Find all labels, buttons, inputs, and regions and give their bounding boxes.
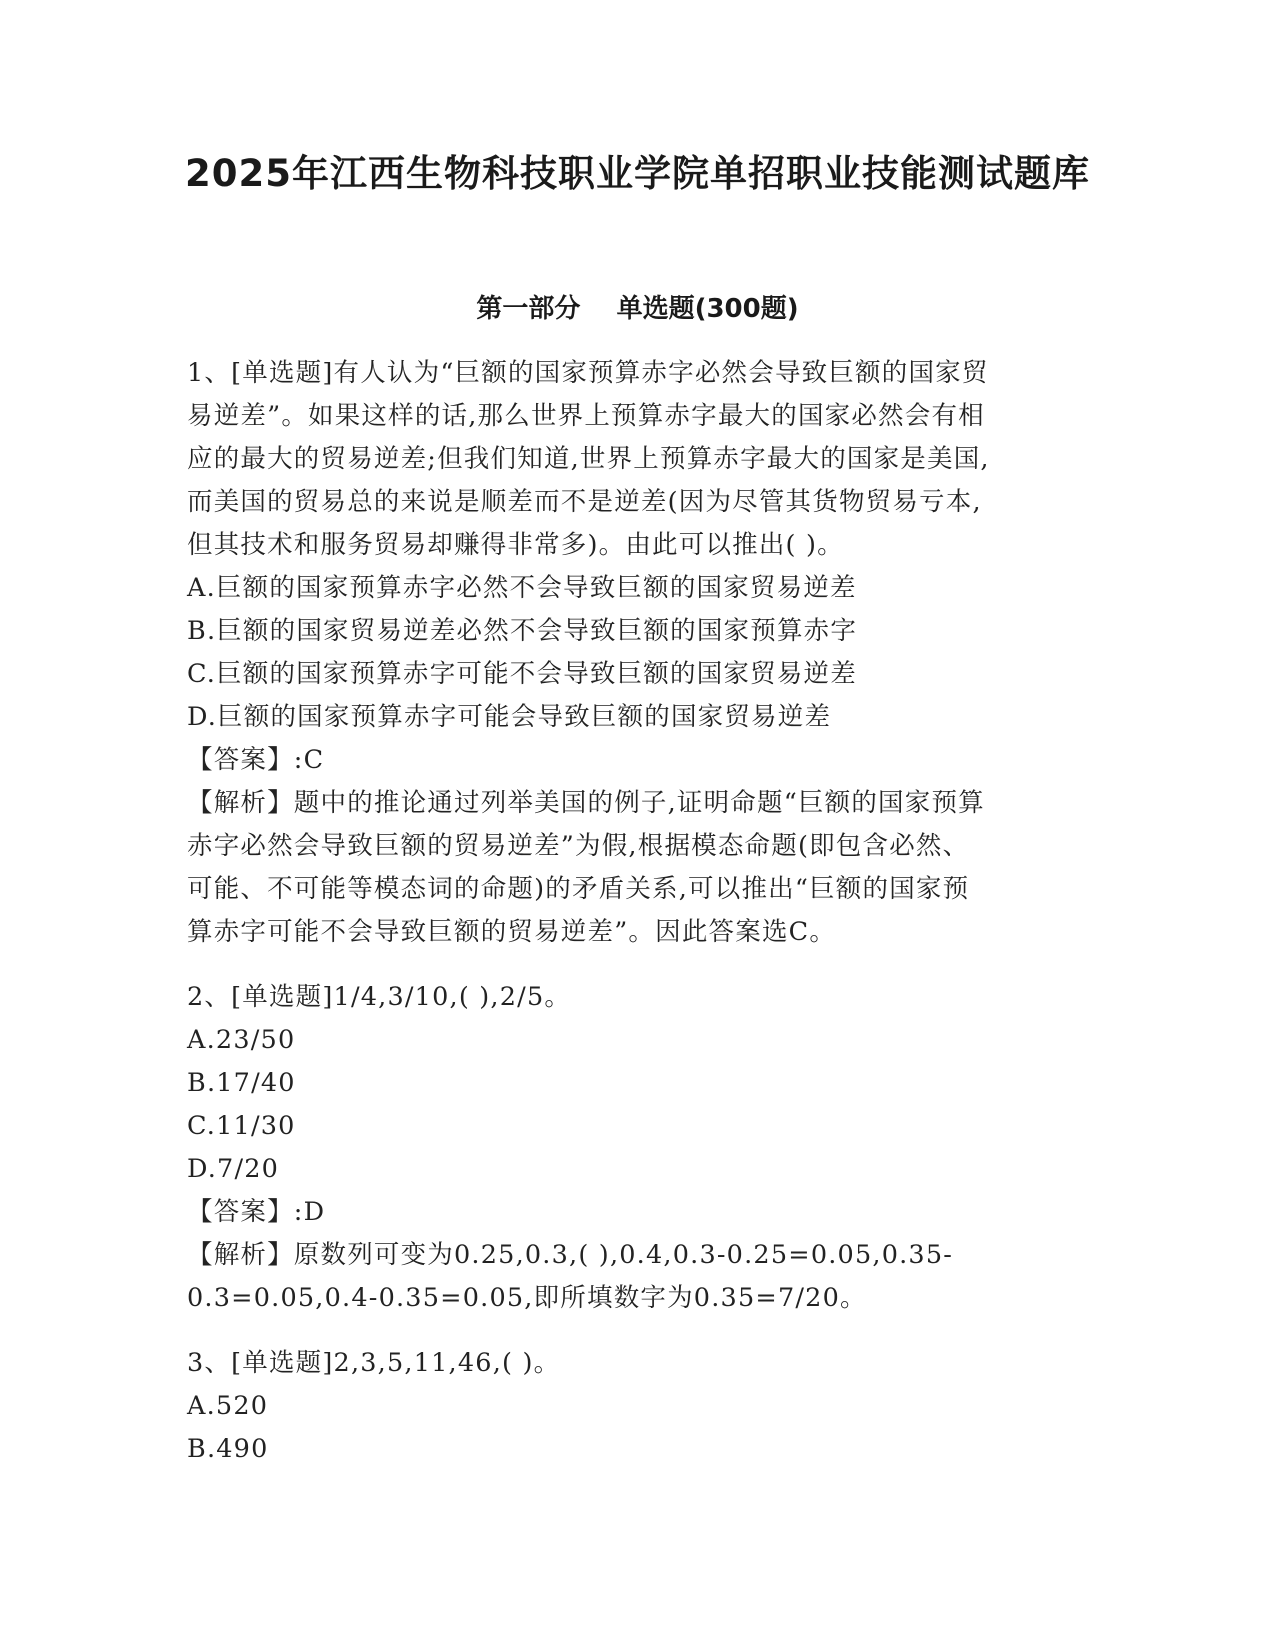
- option-d: D.巨额的国家预算赤字可能会导致巨额的国家贸易逆差: [187, 702, 832, 732]
- analysis-line: 算赤字可能不会导致巨额的贸易逆差”。因此答案选C。: [187, 917, 837, 947]
- analysis-line: 可能、不可能等模态词的命题)的矛盾关系,可以推出“巨额的国家预: [187, 874, 970, 904]
- analysis-line: 【解析】原数列可变为0.25,0.3,( ),0.4,0.3-0.25=0.05,0.35-: [187, 1240, 954, 1270]
- answer-line: 【答案】:D: [187, 1197, 326, 1227]
- question-1: [187, 352, 1077, 954]
- question-stem-line: 1、[单选题]有人认为“巨额的国家预算赤字必然会导致巨额的国家贸: [187, 358, 989, 388]
- question-stem-line: 2、[单选题]1/4,3/10,( ),2/5。: [187, 982, 572, 1012]
- option-a: A.520: [187, 1391, 269, 1421]
- analysis-line: 【解析】题中的推论通过列举美国的例子,证明命题“巨额的国家预算: [187, 788, 985, 818]
- option-c: C.11/30: [187, 1111, 296, 1141]
- option-b: B.17/40: [187, 1068, 296, 1098]
- question-2: [187, 976, 1077, 1320]
- question-stem-line: 3、[单选题]2,3,5,11,46,( )。: [187, 1348, 561, 1378]
- question-stem-line: 而美国的贸易总的来说是顺差而不是逆差(因为尽管其货物贸易亏本,: [187, 487, 982, 517]
- question-stem-line: 应的最大的贸易逆差;但我们知道,世界上预算赤字最大的国家是美国,: [187, 444, 990, 474]
- question-stem-line: 但其技术和服务贸易却赚得非常多)。由此可以推出( )。: [187, 530, 844, 560]
- question-list: [187, 352, 1077, 1493]
- option-b: B.490: [187, 1434, 269, 1464]
- answer-line: 【答案】:C: [187, 745, 325, 775]
- option-a: A.巨额的国家预算赤字必然不会导致巨额的国家贸易逆差: [187, 573, 857, 603]
- question-3: [187, 1342, 1077, 1471]
- option-d: D.7/20: [187, 1154, 280, 1184]
- document-title: 2025年江西生物科技职业学院单招职业技能测试题库: [185, 152, 1090, 195]
- section-title: 第一部分 单选题(300题): [476, 294, 799, 324]
- option-b: B.巨额的国家贸易逆差必然不会导致巨额的国家预算赤字: [187, 616, 858, 646]
- option-c: C.巨额的国家预算赤字可能不会导致巨额的国家贸易逆差: [187, 659, 857, 689]
- analysis-line: 赤字必然会导致巨额的贸易逆差”为假,根据模态命题(即包含必然、: [187, 831, 970, 861]
- analysis-line: 0.3=0.05,0.4-0.35=0.05,即所填数字为0.35=7/20。: [187, 1283, 867, 1313]
- question-stem-line: 易逆差”。如果这样的话,那么世界上预算赤字最大的国家必然会有相: [187, 401, 985, 431]
- option-a: A.23/50: [187, 1025, 296, 1055]
